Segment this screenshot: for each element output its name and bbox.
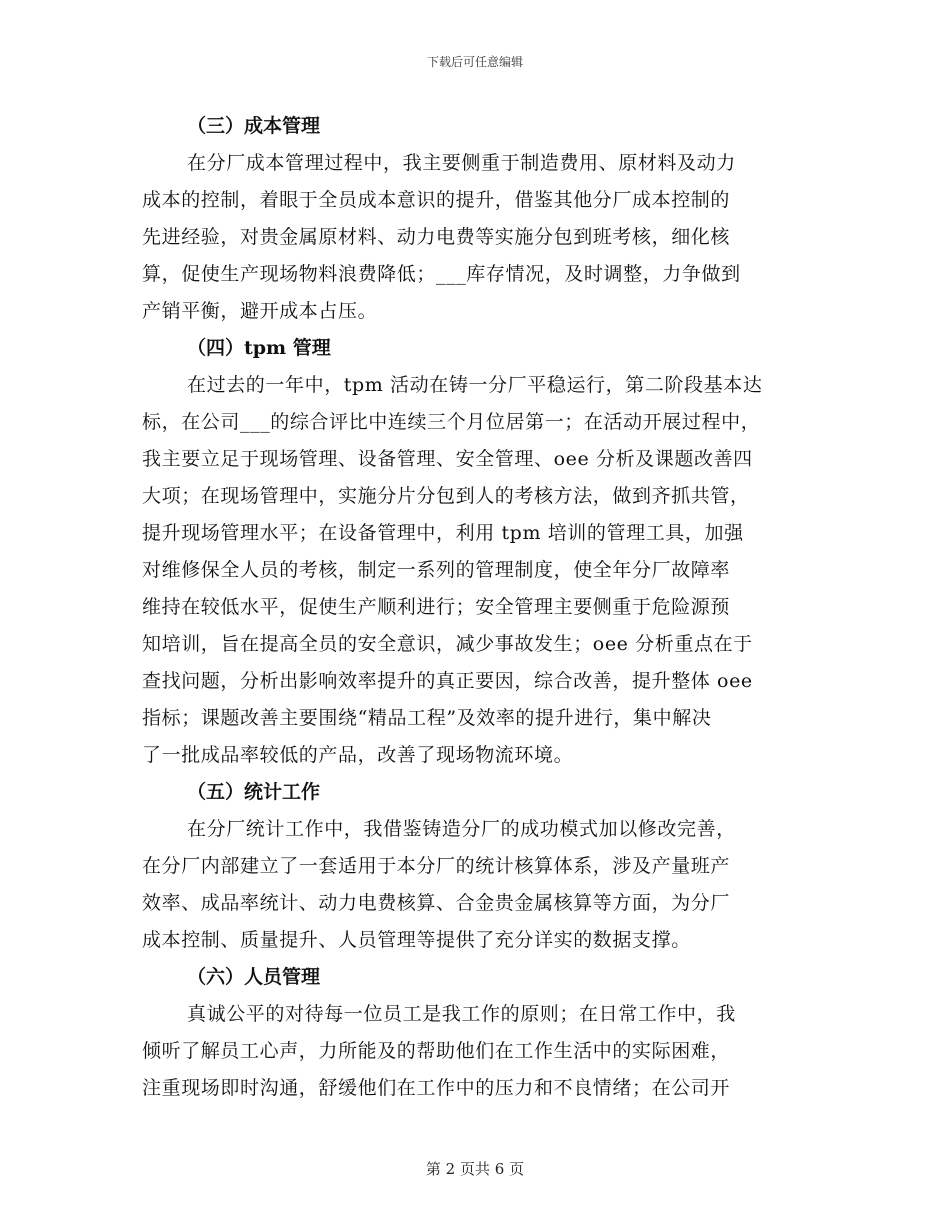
section-paragraph-personnel <box>142 996 822 1107</box>
text-line: 查找问题，分析出影响效率提升的真正要因，综合改善，提升整体 oee <box>142 670 753 692</box>
text-line: 倾听了解员工心声，力所能及的帮助他们在工作生活中的实际困难， <box>142 1040 731 1062</box>
text-line: 成本的控制，着眼于全员成本意识的提升，借鉴其他分厂成本控制的 <box>142 189 731 211</box>
page-footer: 第 2 页共 6 页 <box>425 1160 525 1178</box>
text-line: 在分厂内部建立了一套适用于本分厂的统计核算体系，涉及产量班产 <box>142 855 731 877</box>
text-line: 大项；在现场管理中，实施分片分包到人的考核方法，做到齐抓共管， <box>142 485 750 507</box>
text-line: 知培训，旨在提高全员的安全意识，减少事故发生；oee 分析重点在于 <box>142 633 753 655</box>
text-line: 指标；课题改善主要围绕“精品工程”及效率的提升进行，集中解决 <box>142 707 712 729</box>
text-line: 标，在公司___的综合评比中连续三个月位居第一；在活动开展过程中， <box>142 411 761 433</box>
text-line: 先进经验，对贵金属原材料、动力电费等实施分包到班考核，细化核 <box>142 226 731 248</box>
page-header: 下载后可任意编辑 <box>426 55 523 69</box>
section-heading-statistics: （五）统计工作 <box>187 781 321 803</box>
text-line: 产销平衡，避开成本占压。 <box>142 300 378 322</box>
text-line: 在分厂成本管理过程中，我主要侧重于制造费用、原材料及动力 <box>187 152 736 174</box>
section-heading-tpm: （四）tpm 管理 <box>187 337 331 359</box>
text-line: 算，促使生产现场物料浪费降低；___库存情况，及时调整，力争做到 <box>142 263 741 285</box>
text-line: 在分厂统计工作中，我借鉴铸造分厂的成功模式加以修改完善， <box>187 818 736 840</box>
section-paragraph-cost <box>142 145 822 330</box>
text-line: 提升现场管理水平；在设备管理中，利用 tpm 培训的管理工具，加强 <box>142 522 744 544</box>
text-line: 成本控制、质量提升、人员管理等提供了充分详实的数据支撑。 <box>142 929 691 951</box>
text-line: 对维修保全人员的考核，制定一系列的管理制度，使全年分厂故障率 <box>142 559 731 581</box>
section-paragraph-tpm <box>142 367 822 774</box>
text-line: 真诚公平的对待每一位员工是我工作的原则；在日常工作中，我 <box>187 1003 736 1025</box>
section-paragraph-statistics <box>142 811 822 959</box>
text-line: 我主要立足于现场管理、设备管理、安全管理、oee 分析及课题改善四 <box>142 448 753 470</box>
text-line: 效率、成品率统计、动力电费核算、合金贵金属核算等方面，为分厂 <box>142 892 731 914</box>
text-line: 维持在较低水平，促使生产顺利进行；安全管理主要侧重于危险源预 <box>142 596 731 618</box>
text-line: 了一批成品率较低的产品，改善了现场物流环境。 <box>142 744 574 766</box>
section-heading-cost: （三）成本管理 <box>187 115 321 137</box>
document-body <box>142 108 822 1107</box>
section-heading-personnel: （六）人员管理 <box>187 966 321 988</box>
text-line: 注重现场即时沟通，舒缓他们在工作中的压力和不良情绪；在公司开 <box>142 1077 731 1099</box>
text-line: 在过去的一年中，tpm 活动在铸一分厂平稳运行，第二阶段基本达 <box>187 374 763 396</box>
